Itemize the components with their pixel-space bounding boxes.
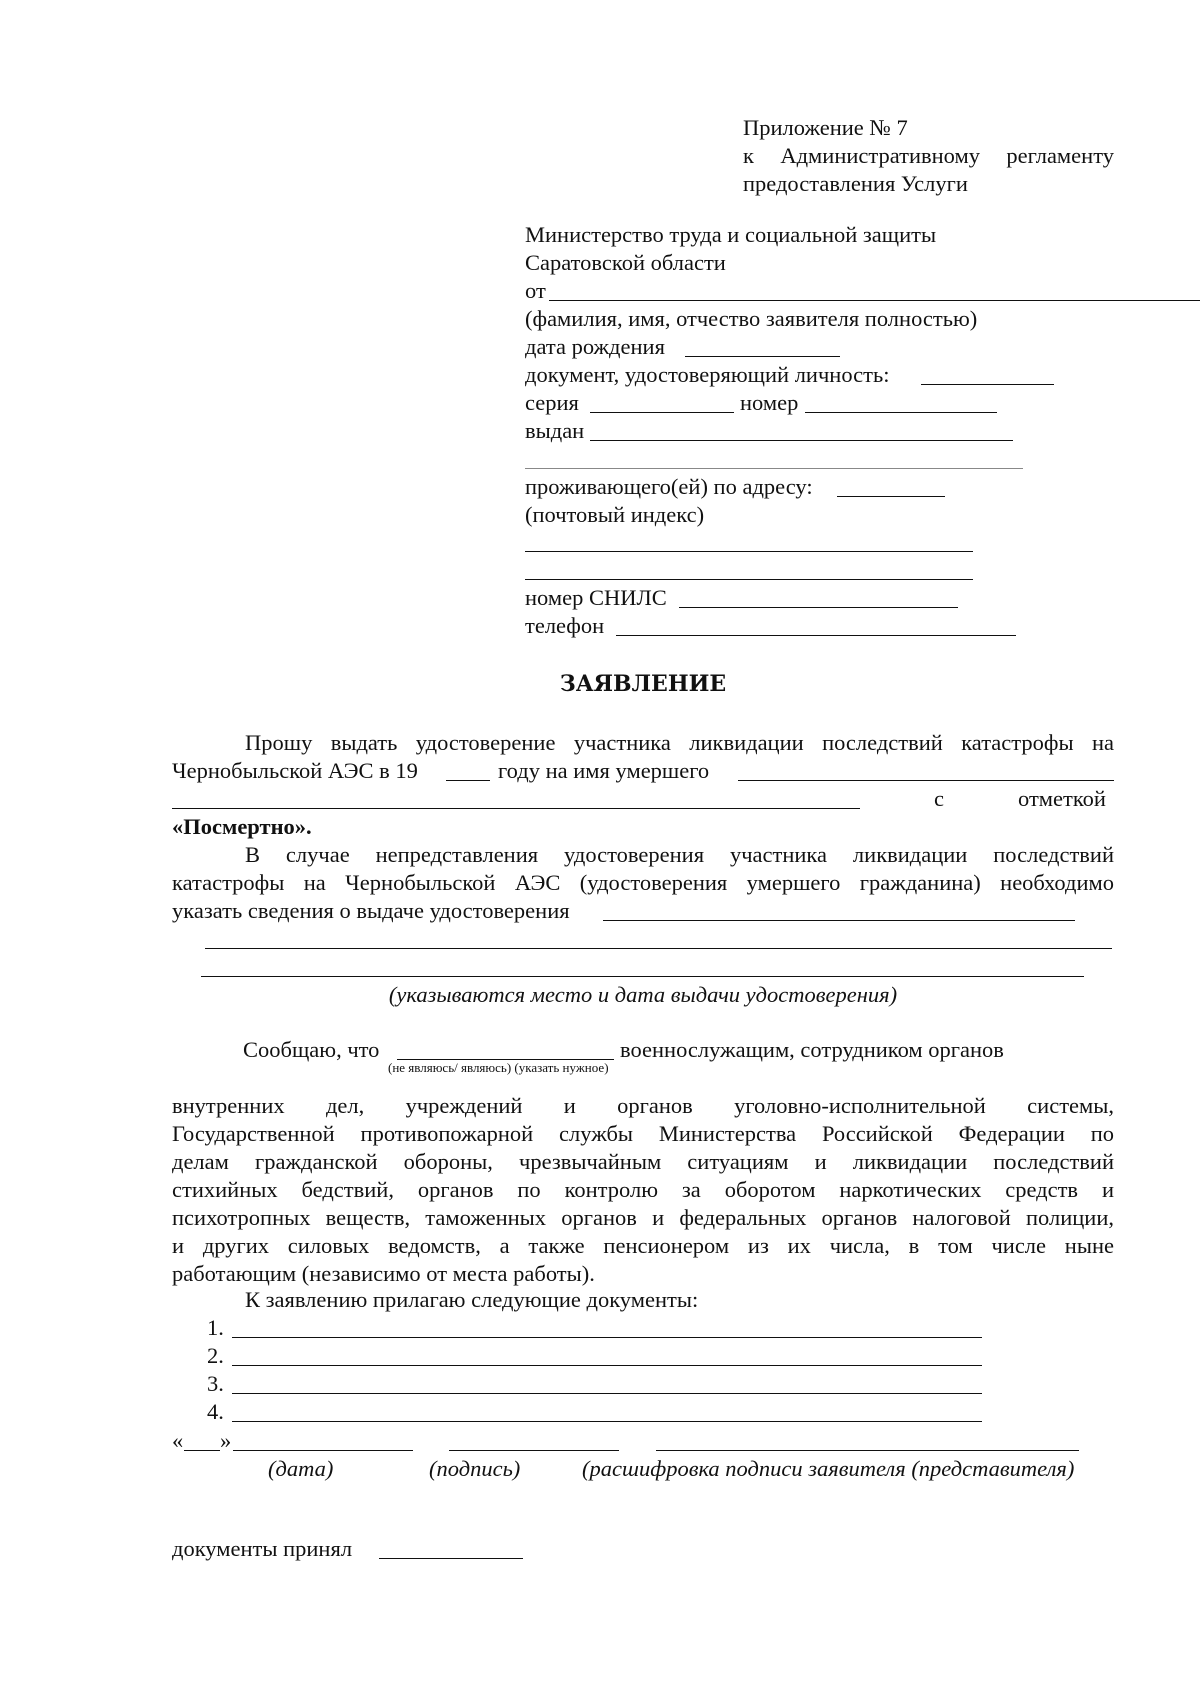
request-line-1: Прошу выдать удостоверение участника ликвидации последствий катастрофы на bbox=[245, 730, 1114, 755]
accepted-by-field[interactable] bbox=[379, 1558, 523, 1559]
certificate-info-hint: (указываются место и дата выдачи удостоверения) bbox=[388, 982, 898, 1007]
address-field[interactable] bbox=[837, 496, 945, 497]
date-field[interactable] bbox=[233, 1450, 413, 1451]
absence-line-2: катастрофы на Чернобыльской АЭС (удостоверения умершего гражданина) необходимо bbox=[172, 870, 1114, 895]
fio-hint: (фамилия, имя, отчество заявителя полностью) bbox=[525, 306, 978, 331]
snils-label: номер СНИЛС bbox=[525, 585, 667, 610]
signature-decode-field[interactable] bbox=[656, 1450, 1079, 1451]
attachments-intro: К заявлению прилагаю следующие документы: bbox=[245, 1287, 699, 1312]
number-label: номер bbox=[740, 390, 799, 415]
address-label: проживающего(ей) по адресу: bbox=[525, 474, 813, 499]
declaration-line: работающим (независимо от места работы). bbox=[172, 1261, 595, 1286]
absence-line-1: В случае непредставления удостоверения участника ликвидации последствий bbox=[245, 842, 1114, 867]
ministry-line-1: Министерство труда и социальной защиты bbox=[525, 222, 937, 247]
request-line-2b: году на имя умершего bbox=[498, 758, 710, 783]
declaration-paragraph bbox=[172, 1092, 1114, 1288]
attachment-number: 1. bbox=[207, 1315, 224, 1340]
status-hint: (не являюсь/ являюсь) (указать нужное) bbox=[388, 1060, 609, 1075]
address-field-2[interactable] bbox=[525, 551, 973, 552]
series-label: серия bbox=[525, 390, 579, 415]
number-field[interactable] bbox=[805, 412, 997, 413]
phone-label: телефон bbox=[525, 613, 605, 638]
postal-index-hint: (почтовый индекс) bbox=[525, 502, 705, 527]
appendix-line-1: Приложение № 7 bbox=[743, 115, 908, 140]
sign-hint: (подпись) bbox=[429, 1456, 521, 1481]
attachment-number: 3. bbox=[207, 1371, 224, 1396]
quote-open: « bbox=[172, 1428, 184, 1453]
appendix-line-2: к Административному регламенту bbox=[743, 143, 1114, 168]
document-title: ЗАЯВЛЕНИЕ bbox=[559, 671, 727, 697]
accepted-label: документы принял bbox=[172, 1536, 353, 1561]
certificate-info-field-3[interactable] bbox=[201, 976, 1084, 977]
declaration-line: внутренних дел, учреждений и органов уголовно-исполнительной системы, bbox=[172, 1093, 1114, 1118]
issued-label: выдан bbox=[525, 418, 585, 443]
date-hint: (дата) bbox=[268, 1456, 334, 1481]
declaration-line: Государственной противопожарной службы Министерства Российской Федерации по bbox=[172, 1121, 1114, 1146]
attachment-number: 4. bbox=[207, 1399, 224, 1424]
applicant-name-field[interactable] bbox=[549, 300, 1200, 301]
id-document-field[interactable] bbox=[921, 384, 1054, 385]
id-document-label: документ, удостоверяющий личность: bbox=[525, 362, 890, 387]
request-line-2a: Чернобыльской АЭС в 19 bbox=[172, 758, 418, 783]
declaration-after: военнослужащим, сотрудником органов bbox=[620, 1037, 1004, 1062]
phone-field[interactable] bbox=[616, 635, 1016, 636]
ministry-line-2: Саратовской области bbox=[525, 250, 726, 275]
declaration-intro: Сообщаю, что bbox=[243, 1037, 380, 1062]
issued-by-field[interactable] bbox=[590, 440, 1013, 441]
appendix-line-3: предоставления Услуги bbox=[743, 171, 968, 196]
attachment-field-2[interactable] bbox=[232, 1365, 982, 1366]
absence-line-3: указать сведения о выдаче удостоверения bbox=[172, 898, 570, 923]
issued-by-field-2[interactable] bbox=[525, 468, 1023, 469]
birth-date-label: дата рождения bbox=[525, 334, 665, 359]
attachment-number: 2. bbox=[207, 1343, 224, 1368]
with-word: с bbox=[934, 786, 944, 811]
signature-field[interactable] bbox=[449, 1450, 619, 1451]
declaration-line: делам гражданской обороны, чрезвычайным ситуациям и ликвидации последствий bbox=[172, 1149, 1114, 1174]
day-field[interactable] bbox=[184, 1450, 220, 1451]
declaration-line: стихийных бедствий, органов по контролю за оборотом наркотических средств и bbox=[172, 1177, 1114, 1202]
from-label: от bbox=[525, 278, 546, 303]
year-field[interactable] bbox=[446, 780, 490, 781]
deceased-name-field-2[interactable] bbox=[172, 808, 860, 809]
quote-close: » bbox=[220, 1428, 232, 1453]
certificate-info-field[interactable] bbox=[603, 920, 1075, 921]
series-field[interactable] bbox=[590, 412, 734, 413]
birth-date-field[interactable] bbox=[685, 356, 840, 357]
attachment-field-4[interactable] bbox=[232, 1421, 982, 1422]
address-field-3[interactable] bbox=[525, 579, 973, 580]
attachment-field-3[interactable] bbox=[232, 1393, 982, 1394]
attachment-field-1[interactable] bbox=[232, 1337, 982, 1338]
snils-field[interactable] bbox=[679, 607, 958, 608]
declaration-line: психотропных веществ, таможенных органов и федеральных органов налоговой полиции, bbox=[172, 1205, 1114, 1230]
mark-word: отметкой bbox=[1018, 786, 1106, 811]
deceased-name-field[interactable] bbox=[738, 780, 1114, 781]
posthumous-mark: «Посмертно». bbox=[172, 814, 312, 839]
declaration-line: и других силовых ведомств, а также пенсионером из их числа, в том числе ныне bbox=[172, 1233, 1114, 1258]
decode-hint: (расшифровка подписи заявителя (представителя) bbox=[582, 1456, 1075, 1481]
certificate-info-field-2[interactable] bbox=[205, 948, 1112, 949]
